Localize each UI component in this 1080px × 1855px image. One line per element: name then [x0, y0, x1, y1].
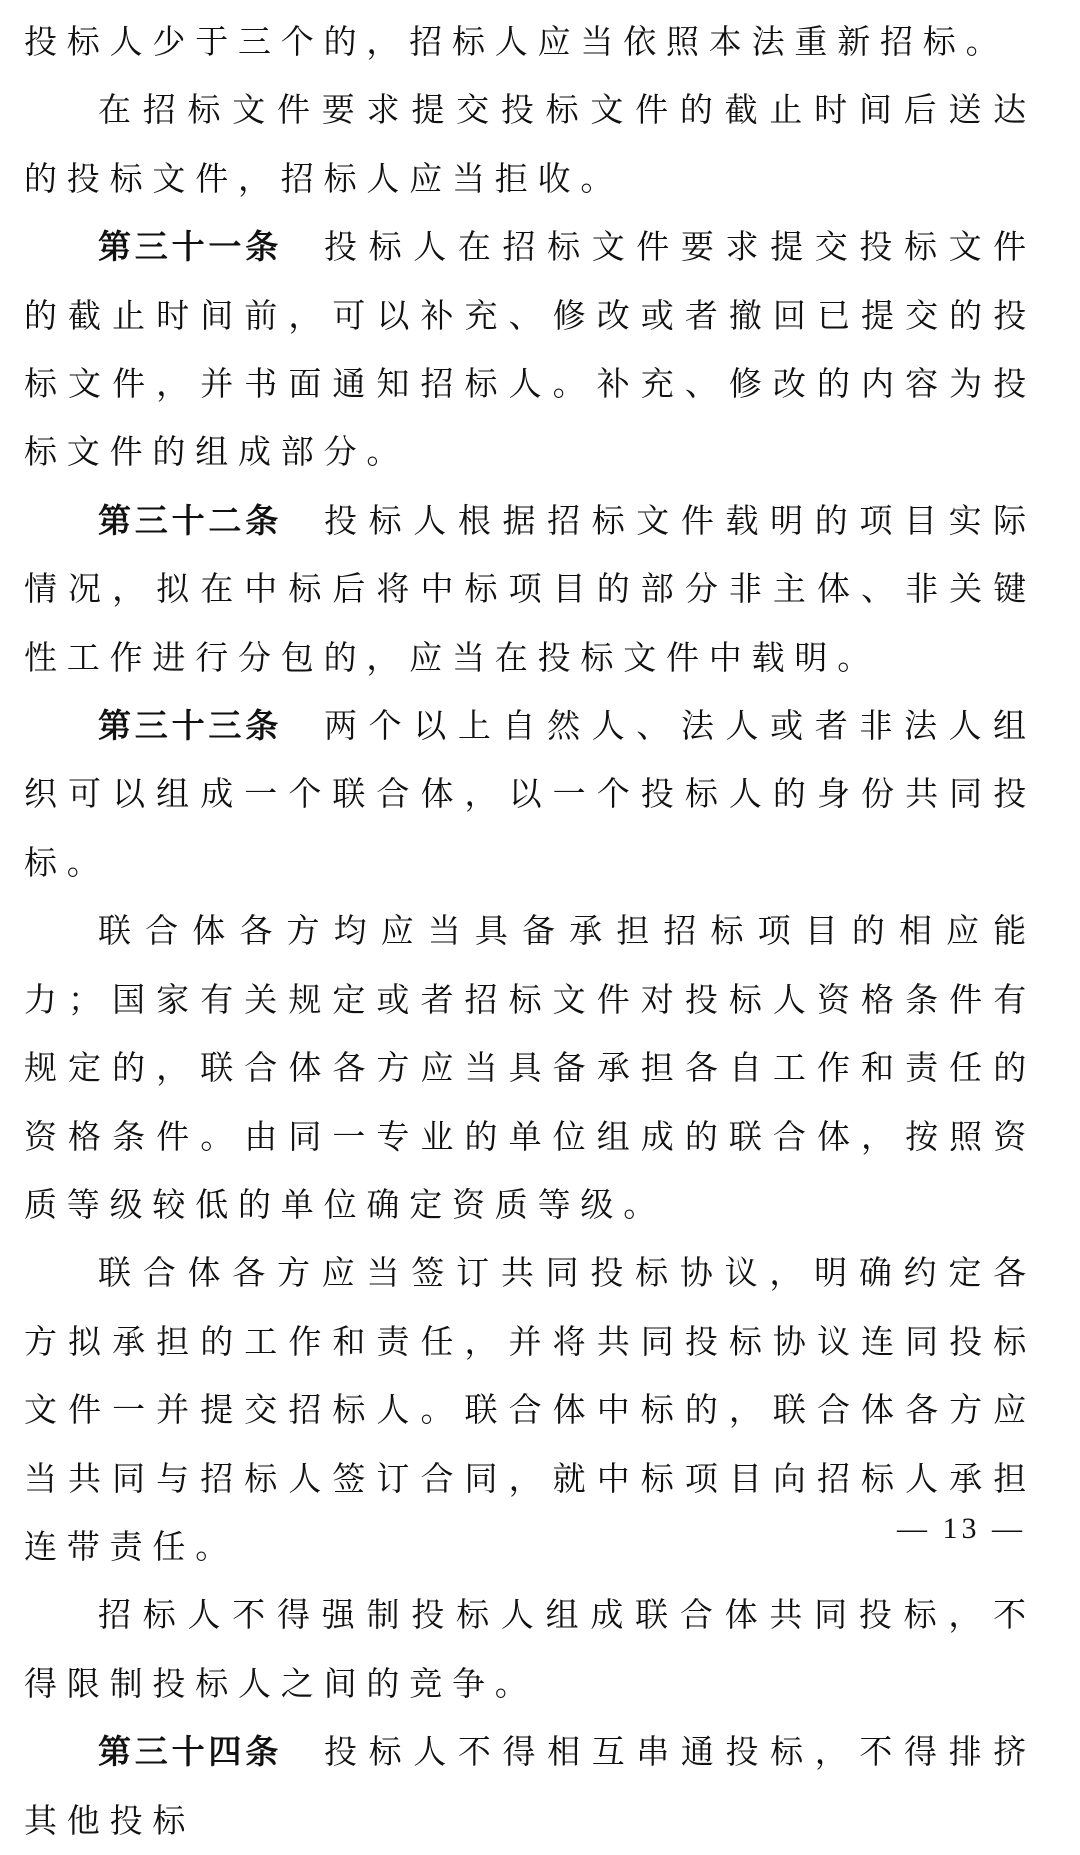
article-31-text: 投标人在招标文件要求提交投标文件的截止时间前，可以补充、修改或者撤回已提交的投标文件，并书面通知招标人。补充、修改的内容为投标文件的组成部分。 [24, 227, 1036, 472]
paragraph-8 [24, 1581, 1036, 1718]
paragraph-2-text: 在招标文件要求提交投标文件的截止时间后送达的投标文件，招标人应当拒收。 [24, 90, 1036, 198]
article-34-text: 投标人不得相互串通投标，不得排挤其他投标 [24, 1732, 1036, 1840]
paragraph-8-text: 招标人不得强制投标人组成联合体共同投标，不得限制投标人之间的竞争。 [24, 1595, 1036, 1703]
article-32-title: 第三十二条 [98, 500, 283, 540]
article-31 [24, 213, 1036, 487]
paragraph-6 [24, 897, 1036, 1239]
page-number: — 13 — [897, 1512, 1026, 1545]
paragraph-6-text: 联合体各方均应当具备承担招标项目的相应能力；国家有关规定或者招标文件对投标人资格条件有规定的，联合体各方应当具备承担各自工作和责任的资格条件。由同一专业的单位组成的联合体，按照资质等级较低的单位确定资质等级。 [24, 911, 1036, 1224]
article-33 [24, 692, 1036, 897]
document-body [24, 8, 1036, 1855]
article-33-title: 第三十三条 [98, 706, 283, 746]
article-32 [24, 487, 1036, 692]
article-34 [24, 1718, 1036, 1855]
paragraph-1 [24, 8, 1036, 76]
article-32-text: 投标人根据招标文件载明的项目实际情况，拟在中标后将中标项目的部分非主体、非关键性工作进行分包的，应当在投标文件中载明。 [24, 500, 1036, 677]
paragraph-1-text: 投标人少于三个的，招标人应当依照本法重新招标。 [24, 22, 1009, 61]
article-34-title: 第三十四条 [98, 1732, 283, 1772]
paragraph-2 [24, 76, 1036, 213]
paragraph-7 [24, 1239, 1036, 1581]
article-31-title: 第三十一条 [98, 227, 283, 267]
article-33-text: 两个以上自然人、法人或者非法人组织可以组成一个联合体，以一个投标人的身份共同投标。 [24, 706, 1036, 882]
paragraph-7-text: 联合体各方应当签订共同投标协议，明确约定各方拟承担的工作和责任，并将共同投标协议连同投标文件一并提交招标人。联合体中标的，联合体各方应当共同与招标人签订合同，就中标项目向招标人承担连带责任。 [24, 1253, 1036, 1566]
